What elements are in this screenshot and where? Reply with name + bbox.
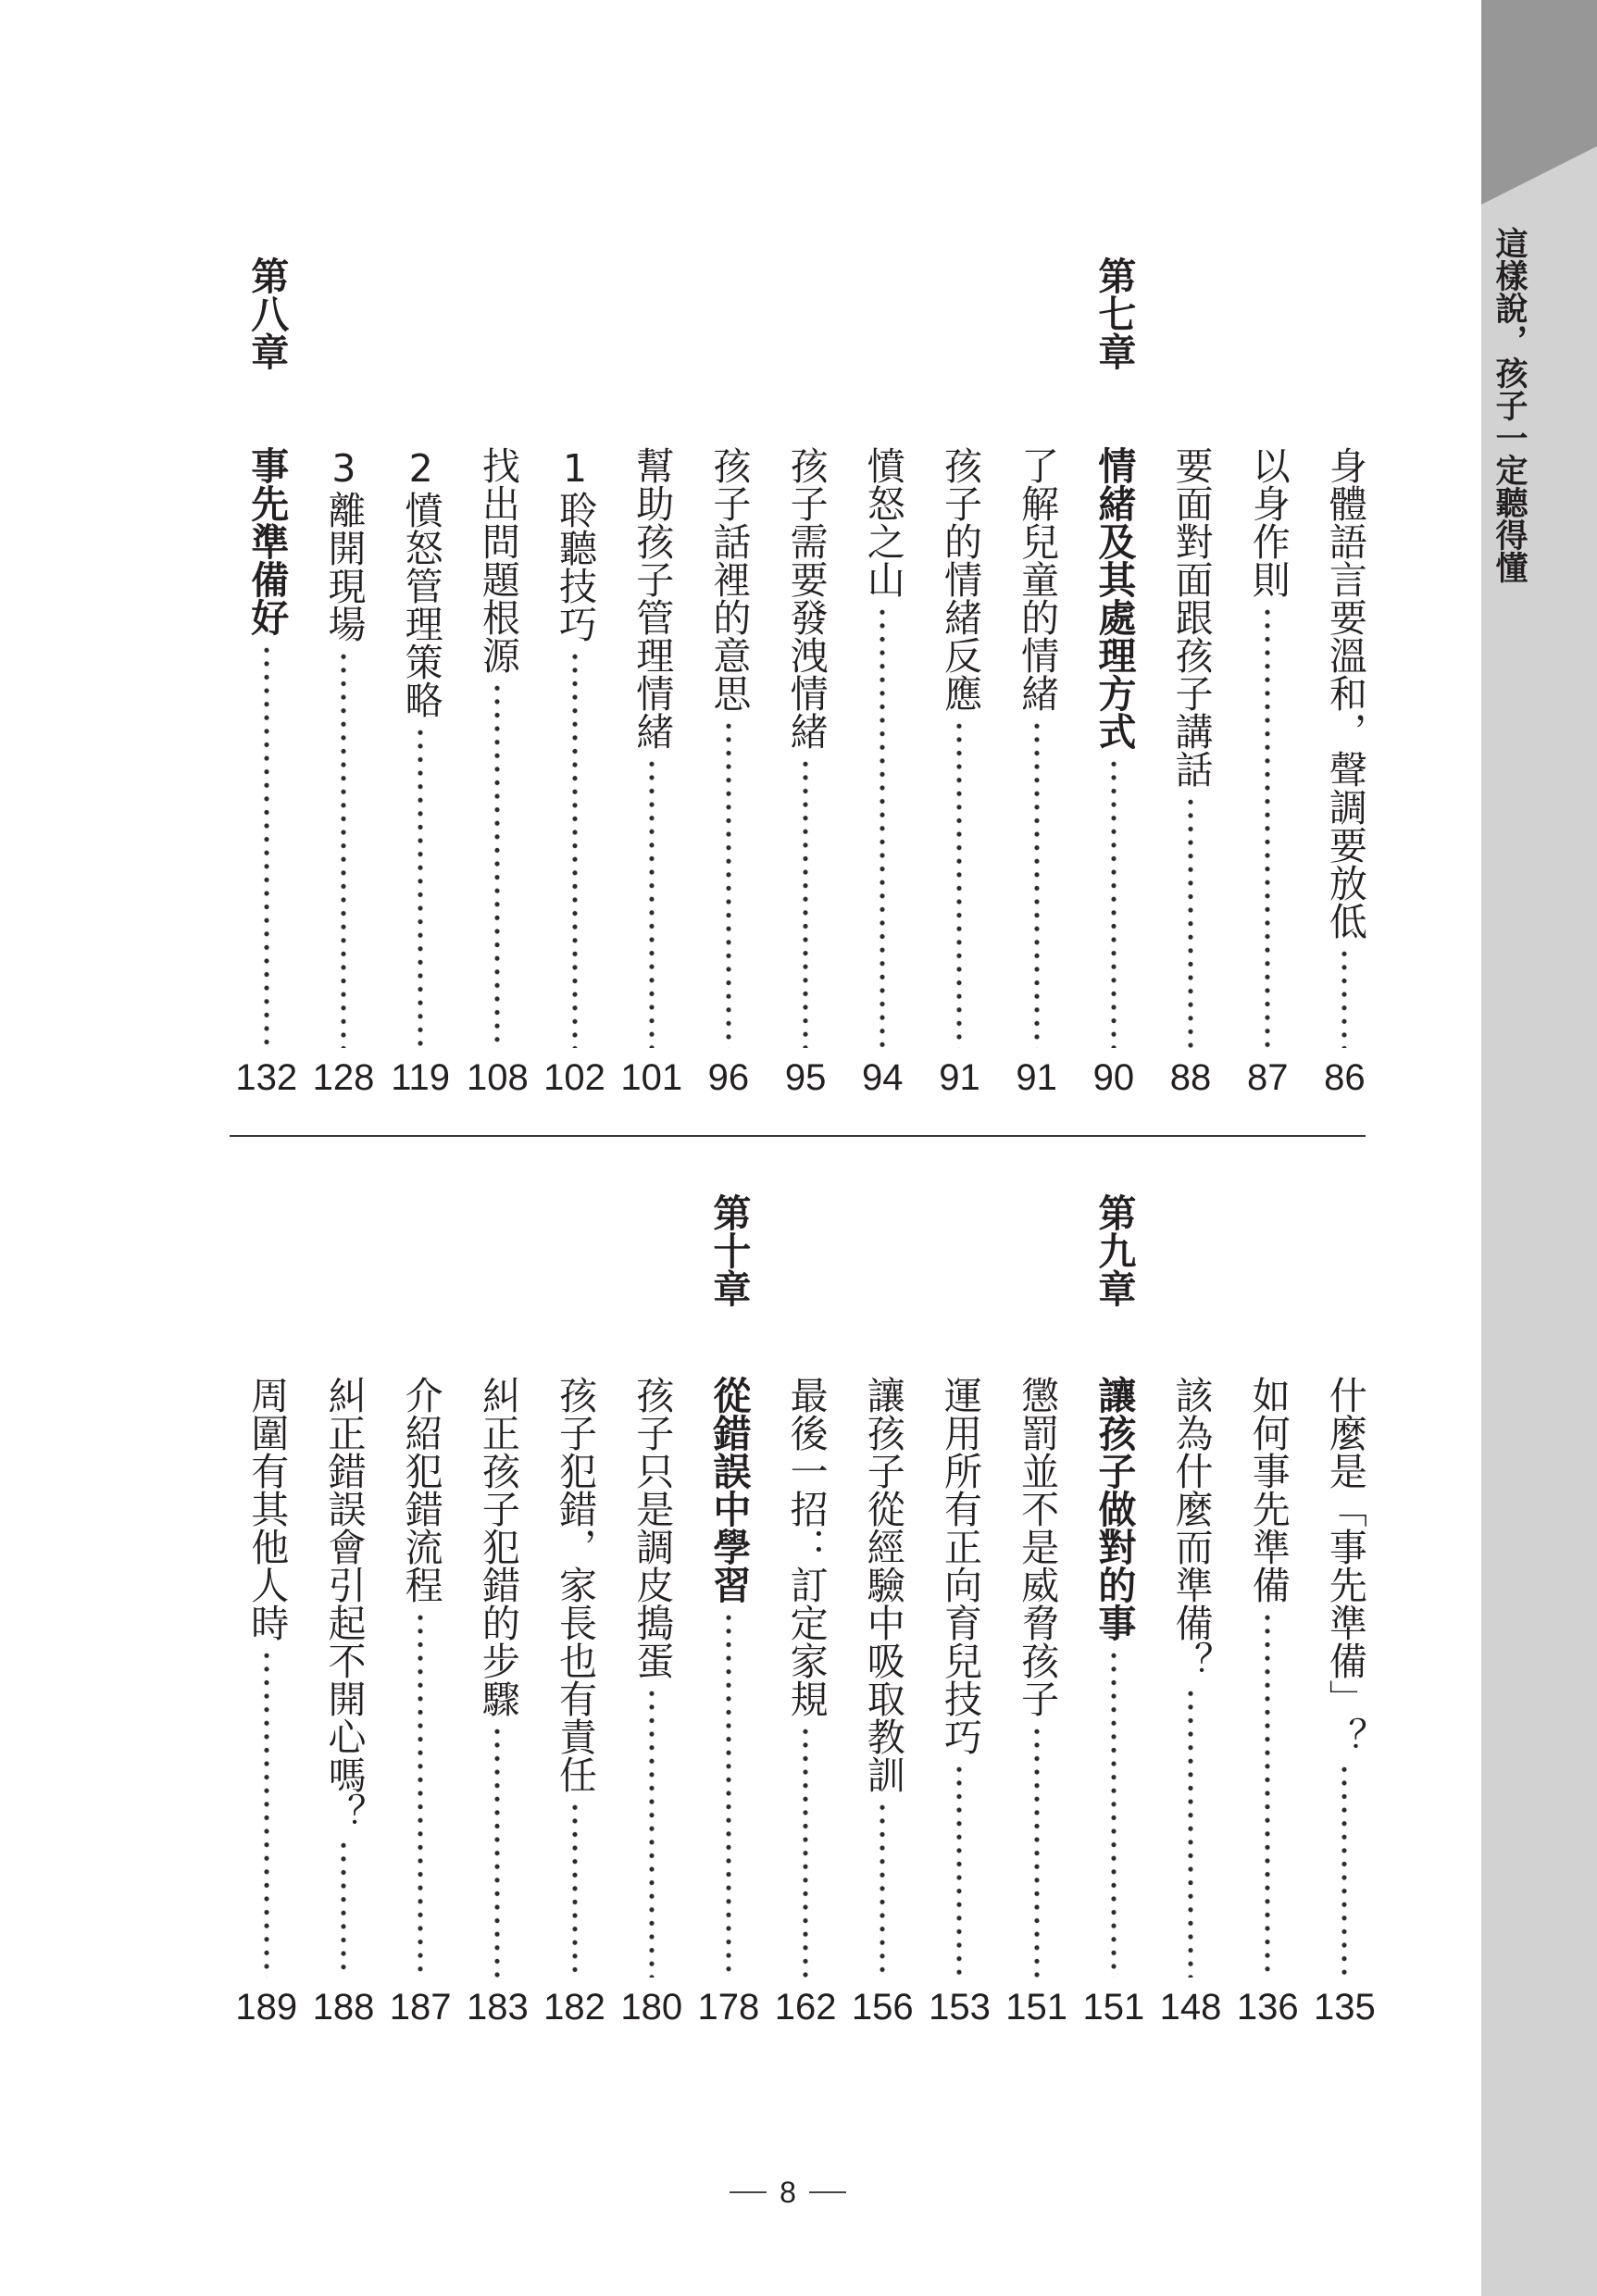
entry-title: 了解兒童的情緒: [1015, 446, 1060, 712]
page-number: 151: [1082, 1987, 1145, 2028]
entry-title: 孩子需要發洩情緒: [783, 446, 829, 750]
toc-entry: [1152, 256, 1229, 1098]
entry-title: 運用所有正向育兒技巧: [937, 1376, 982, 1755]
dot-leader: [1264, 1611, 1271, 1978]
toc-entry: [228, 1193, 305, 2028]
page-number: 162: [774, 1987, 837, 2028]
entry-title: 2憤怒管理策略: [398, 446, 443, 718]
entry-title: 孩子犯錯，家長也有責任: [553, 1376, 598, 1793]
page-number: 178: [697, 1987, 760, 2028]
page-number: 96: [707, 1057, 750, 1098]
entry-title: 1聆聽技巧: [553, 446, 598, 643]
entry-title: 以身作則: [1245, 446, 1291, 598]
toc-entry: [1306, 256, 1383, 1098]
page-number: 182: [543, 1987, 605, 2028]
dot-leader: [1033, 1725, 1041, 1978]
entry-title: 糾正錯誤會引起不開心嗎？: [321, 1376, 367, 1831]
page-number: 187: [389, 1987, 452, 2028]
toc-chapter-entry: [690, 1193, 767, 2028]
dot-leader: [263, 643, 270, 1048]
toc-entry: [305, 256, 381, 1098]
entry-title: 身體語言要溫和，聲調要放低: [1322, 446, 1367, 940]
entry-title: 幫助孩子管理情緒: [630, 446, 675, 750]
toc-entry: [921, 256, 998, 1098]
dot-leader: [263, 1649, 270, 1978]
toc-entry: [459, 1193, 536, 2028]
page-number: 95: [784, 1057, 827, 1098]
dot-leader: [1341, 1763, 1348, 1978]
dot-leader: [802, 757, 809, 1048]
chapter-label: 第十章: [706, 1193, 752, 1307]
chapter-label: 第八章: [244, 256, 290, 370]
dot-leader: [417, 1611, 424, 1978]
entry-title: 找出問題根源: [475, 446, 520, 674]
entry-title: 孩子話裡的意思: [706, 446, 752, 712]
dot-leader: [955, 1763, 963, 1978]
folio-rule-right: [809, 2191, 846, 2193]
page-number: 86: [1324, 1057, 1366, 1098]
toc-entry: [998, 1193, 1075, 2028]
toc-entry: [998, 256, 1075, 1098]
page-number: 102: [543, 1057, 605, 1098]
toc-entry: [767, 1193, 844, 2028]
toc-chapter-entry: [228, 256, 305, 1098]
toc-entry: [305, 1193, 381, 2028]
dot-leader: [879, 605, 886, 1048]
toc-lower-block: [228, 1193, 1383, 2028]
side-tab-corner: [1481, 0, 1597, 205]
dot-leader: [1033, 719, 1041, 1048]
page-number: 135: [1314, 1987, 1376, 2028]
dot-leader: [493, 681, 501, 1048]
dot-leader: [955, 719, 963, 1048]
page-number: 94: [862, 1057, 904, 1098]
entry-title: 最後一招：訂定家規: [783, 1376, 829, 1717]
page-number: 91: [1016, 1057, 1057, 1098]
toc-entry: [536, 1193, 613, 2028]
page-number: 156: [851, 1987, 914, 2028]
folio-page-number: 8: [780, 2176, 796, 2209]
entry-title: 孩子只是調皮搗蛋: [630, 1376, 675, 1679]
page-number: 136: [1236, 1987, 1299, 2028]
dot-leader: [802, 1725, 809, 1978]
page-number: 148: [1159, 1987, 1222, 2028]
dot-leader: [340, 1839, 347, 1978]
page-number: 180: [620, 1987, 683, 2028]
entry-title: 介紹犯錯流程: [398, 1376, 443, 1603]
toc-chapter-entry: [1075, 256, 1152, 1098]
toc-entry: [613, 1193, 690, 2028]
entry-title: 憤怒之山: [860, 446, 905, 598]
dot-leader: [1187, 1687, 1194, 1978]
entry-title: 周圍有其他人時: [244, 1376, 290, 1641]
page-number: 87: [1246, 1057, 1289, 1098]
entry-title: 如何事先準備: [1245, 1376, 1291, 1603]
toc-entry: [382, 256, 459, 1098]
page-number: 151: [1005, 1987, 1068, 2028]
chapter-title: 從錯誤中學習: [706, 1376, 752, 1603]
entry-title: 該為什麼而準備？: [1168, 1376, 1214, 1679]
entry-title: 懲罰並不是威脅孩子: [1015, 1376, 1060, 1717]
dot-leader: [493, 1725, 501, 1978]
folio-rule-left: [730, 2191, 767, 2193]
dot-leader: [725, 1611, 732, 1978]
page-number: 128: [312, 1057, 375, 1098]
toc-upper-block: [228, 256, 1383, 1098]
page-number: 188: [312, 1987, 375, 2028]
toc-entry: [844, 256, 921, 1098]
dot-leader: [648, 757, 655, 1048]
toc-entry: [1229, 1193, 1306, 2028]
toc-entry: [844, 1193, 921, 2028]
dot-leader: [725, 719, 732, 1048]
page-number: 101: [620, 1057, 683, 1098]
toc-entry: [767, 256, 844, 1098]
page-number: 132: [235, 1057, 298, 1098]
dot-leader: [417, 726, 424, 1048]
entry-title: 孩子的情緒反應: [937, 446, 982, 712]
chapter-title: 讓孩子做對的事: [1092, 1376, 1137, 1641]
dot-leader: [648, 1687, 655, 1978]
entry-title: 3離開現場: [321, 446, 367, 643]
page-number: 88: [1169, 1057, 1212, 1098]
page-number: 91: [939, 1057, 980, 1098]
entry-title: 糾正孩子犯錯的步驟: [475, 1376, 520, 1717]
dot-leader: [340, 650, 347, 1048]
entry-title: 要面對面跟孩子講話: [1168, 446, 1214, 788]
page-number: 153: [929, 1987, 991, 2028]
dot-leader: [1110, 1649, 1117, 1978]
dot-leader: [1264, 605, 1271, 1048]
dot-leader: [571, 1801, 579, 1978]
toc-entry: [921, 1193, 998, 2028]
section-divider: [230, 1135, 1366, 1137]
running-book-title: 這樣說，孩子一定聽得懂: [1491, 227, 1528, 583]
chapter-label: 第七章: [1092, 256, 1137, 370]
entry-title: 讓孩子從經驗中吸取教訓: [860, 1376, 905, 1793]
page-number: 108: [466, 1057, 529, 1098]
page-number: 189: [235, 1987, 298, 2028]
toc-chapter-entry: [1075, 1193, 1152, 2028]
side-band: [1481, 0, 1597, 2296]
toc-entry: [613, 256, 690, 1098]
dot-leader: [1187, 795, 1194, 1048]
dot-leader: [1110, 757, 1117, 1048]
page-folio: [695, 2174, 880, 2211]
page-number: 90: [1092, 1057, 1135, 1098]
dot-leader: [1341, 947, 1348, 1048]
dot-leader: [571, 650, 579, 1048]
toc-entry: [1152, 1193, 1229, 2028]
toc-entry: [459, 256, 536, 1098]
page-number: 119: [391, 1057, 451, 1098]
chapter-title: 事先準備好: [244, 446, 290, 636]
dot-leader: [879, 1801, 886, 1978]
entry-title: 什麼是「事先準備」？: [1322, 1376, 1367, 1755]
page-number: 183: [466, 1987, 529, 2028]
toc-entry: [536, 256, 613, 1098]
toc-entry: [382, 1193, 459, 2028]
toc-entry: [1229, 256, 1306, 1098]
chapter-title: 情緒及其處理方式: [1092, 446, 1137, 750]
toc-entry: [1306, 1193, 1383, 2028]
chapter-label: 第九章: [1092, 1193, 1137, 1307]
toc-entry: [690, 256, 767, 1098]
